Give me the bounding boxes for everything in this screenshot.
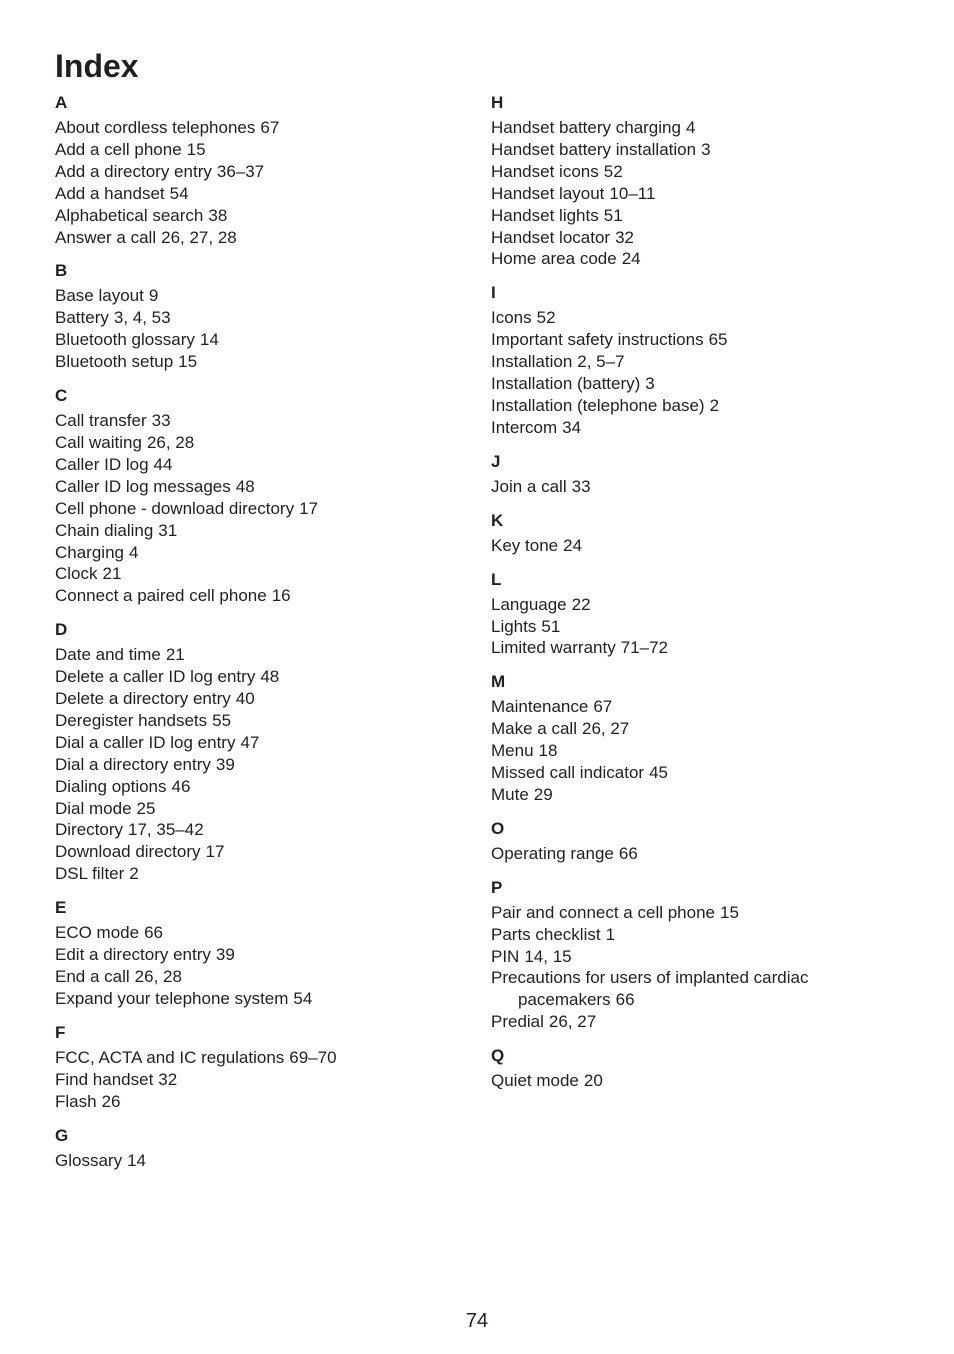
- section-letter: A: [55, 93, 68, 112]
- entry-term: Flash: [55, 1091, 97, 1111]
- index-entry: [55, 498, 475, 520]
- entry-pages: 65: [708, 330, 728, 350]
- entry-term: Installation: [491, 352, 573, 372]
- entry-term: Handset layout: [491, 183, 605, 203]
- entry-pages: 21: [165, 645, 185, 665]
- index-entry: [55, 205, 475, 227]
- entry-term: Predial: [491, 1012, 544, 1032]
- entry-pages: 39: [215, 945, 235, 965]
- entry-pages: 40: [235, 689, 255, 709]
- index-entry: [491, 205, 911, 227]
- index-entry: [55, 585, 475, 607]
- entry-pages: 44: [153, 454, 173, 474]
- entry-term: Language: [491, 594, 567, 614]
- entry-pages: 22: [571, 594, 591, 614]
- index-entry: [491, 117, 911, 139]
- index-section-a: [55, 92, 475, 248]
- index-entry: [491, 902, 911, 924]
- entry-term: Icons: [491, 308, 532, 328]
- entry-pages: 33: [151, 411, 171, 431]
- entry-pages: 1: [605, 924, 616, 944]
- entry-term: Maintenance: [491, 697, 589, 717]
- entry-term: Lights: [491, 616, 537, 636]
- entry-term: Dialing options: [55, 776, 167, 796]
- entry-pages: 4: [129, 542, 139, 562]
- entry-pages: 9: [148, 286, 159, 306]
- entry-term: Alphabetical search: [55, 205, 204, 225]
- index-entry: [55, 819, 475, 841]
- entry-pages: 21: [102, 564, 122, 584]
- entry-pages: 67: [260, 118, 280, 137]
- entry-term: Quiet mode: [491, 1071, 579, 1091]
- section-letter: G: [55, 1125, 69, 1145]
- entry-pages: 38: [208, 205, 228, 225]
- index-entry: [55, 776, 475, 798]
- entry-term: Charging: [55, 542, 124, 562]
- entry-term: DSL filter: [55, 864, 125, 884]
- entry-pages: 15: [178, 352, 198, 372]
- entry-pages: 33: [571, 476, 591, 496]
- index-entry: [491, 989, 911, 1011]
- entry-term: Add a directory entry: [55, 161, 212, 181]
- index-entry: [55, 841, 475, 863]
- entry-term: Make a call: [491, 719, 577, 739]
- entry-pages: 26, 27: [581, 719, 630, 739]
- entry-pages: 26: [101, 1091, 121, 1111]
- index-entry: [491, 696, 911, 718]
- index-entry: [55, 351, 475, 373]
- index-entry: [55, 1047, 475, 1069]
- index-entry: [491, 139, 911, 161]
- section-letter: I: [491, 283, 496, 303]
- entry-term: FCC, ACTA and IC regulations: [55, 1047, 285, 1067]
- index-entry: [55, 944, 475, 966]
- entry-pages: 25: [136, 798, 156, 818]
- index-entry: [55, 454, 475, 476]
- section-letter: J: [491, 451, 501, 471]
- page-number: 74: [465, 1310, 489, 1332]
- entry-term: Limited warranty: [491, 638, 616, 658]
- entry-pages: 2: [129, 864, 139, 884]
- entry-term: Operating range: [491, 843, 614, 863]
- entry-pages: 66: [144, 923, 164, 943]
- entry-pages: 39: [215, 754, 235, 774]
- entry-term: Handset icons: [491, 161, 599, 181]
- entry-pages: 54: [293, 988, 313, 1008]
- entry-term: Dial a directory entry: [55, 754, 211, 774]
- entry-term: Dial mode: [55, 798, 132, 818]
- entry-pages: 26, 28: [146, 432, 195, 452]
- entry-pages: 18: [538, 741, 558, 761]
- index-entry: [55, 1069, 475, 1091]
- index-section-f: [55, 1022, 475, 1113]
- entry-pages: 14: [199, 330, 219, 350]
- index-entry: [491, 616, 911, 638]
- index-entry: [491, 637, 911, 659]
- entry-pages: 14: [127, 1150, 146, 1170]
- index-entry: [55, 732, 475, 754]
- entry-pages: 48: [260, 667, 280, 687]
- entry-term: Handset battery charging: [491, 118, 681, 137]
- index-entry: [491, 1011, 911, 1033]
- index-section-d: [55, 619, 475, 885]
- entry-pages: 17: [299, 498, 319, 518]
- section-letter: H: [491, 93, 504, 112]
- entry-term: Connect a paired cell phone: [55, 586, 267, 606]
- entry-term: Caller ID log: [55, 454, 149, 474]
- index-entry: [55, 754, 475, 776]
- index-entry: [55, 227, 475, 249]
- index-section-h: [491, 92, 911, 270]
- section-letter: B: [55, 261, 68, 281]
- entry-term: Add a cell phone: [55, 139, 182, 159]
- index-entry: [491, 248, 911, 270]
- entry-term: Delete a directory entry: [55, 689, 231, 709]
- entry-term: Key tone: [491, 535, 559, 555]
- index-section-o: [491, 818, 911, 865]
- section-letter: E: [55, 898, 67, 918]
- index-entry: [55, 710, 475, 732]
- index-entry: [491, 784, 911, 806]
- entry-term: Expand your telephone system: [55, 988, 289, 1008]
- entry-term: Missed call indicator: [491, 763, 645, 783]
- entry-term: Important safety instructions: [491, 330, 704, 350]
- index-entry: [491, 967, 911, 989]
- entry-term: Handset lights: [491, 205, 599, 225]
- entry-pages: 20: [583, 1071, 603, 1091]
- entry-pages: 17: [205, 842, 225, 862]
- index-entry: [491, 718, 911, 740]
- index-entry: [55, 329, 475, 351]
- entry-pages: 3, 4, 53: [113, 308, 171, 328]
- entry-pages: 71–72: [620, 638, 668, 658]
- index-entry: [55, 410, 475, 432]
- entry-term: Bluetooth setup: [55, 352, 174, 372]
- index-section-g: [55, 1125, 475, 1172]
- index-entry: [491, 535, 911, 557]
- entry-pages: 26, 27: [548, 1012, 597, 1032]
- index-entry: [491, 594, 911, 616]
- entry-term: Cell phone - download directory: [55, 498, 295, 518]
- entry-pages: 24: [563, 535, 583, 555]
- entry-pages: 51: [541, 616, 561, 636]
- index-column-right: [491, 92, 911, 1104]
- entry-pages: 29: [533, 784, 553, 804]
- entry-pages: 15: [186, 139, 206, 159]
- entry-term: Precautions for users of implanted cardiac: [491, 968, 809, 988]
- entry-pages: 2, 5–7: [577, 352, 625, 372]
- section-letter: O: [491, 818, 505, 838]
- index-entry: [491, 373, 911, 395]
- entry-pages: 48: [235, 476, 255, 496]
- entry-term: Find handset: [55, 1069, 154, 1089]
- entry-pages: 32: [158, 1069, 178, 1089]
- entry-term: Glossary: [55, 1150, 123, 1170]
- entry-pages: 24: [621, 249, 641, 269]
- entry-term: Download directory: [55, 842, 201, 862]
- entry-term: Menu: [491, 741, 534, 761]
- index-entry: [55, 285, 475, 307]
- entry-term: Installation (battery): [491, 374, 641, 394]
- index-entry: [491, 843, 911, 865]
- index-section-j: [491, 451, 911, 498]
- entry-pages: 36–37: [216, 161, 265, 181]
- index-entry: [491, 946, 911, 968]
- entry-term: About cordless telephones: [55, 118, 256, 137]
- entry-term: Bluetooth glossary: [55, 330, 195, 350]
- index-section-i: [491, 282, 911, 438]
- entry-pages: 4: [685, 118, 696, 137]
- index-entry: [491, 351, 911, 373]
- entry-pages: 17, 35–42: [128, 820, 204, 840]
- entry-term: Deregister handsets: [55, 710, 208, 730]
- entry-term: Installation (telephone base): [491, 395, 705, 415]
- entry-term: Caller ID log messages: [55, 476, 231, 496]
- entry-pages: 14, 15: [524, 946, 572, 966]
- index-section-p: [491, 877, 911, 1033]
- index-entry: [55, 139, 475, 161]
- index-entry: [491, 227, 911, 249]
- entry-pages: 15: [720, 902, 739, 922]
- entry-pages: 26, 27, 28: [161, 227, 237, 247]
- entry-pages: 52: [536, 308, 556, 328]
- index-entry: [491, 740, 911, 762]
- section-letter: M: [491, 672, 506, 692]
- index-entry: [55, 666, 475, 688]
- section-letter: K: [491, 510, 504, 530]
- entry-term: Call transfer: [55, 411, 147, 431]
- index-entry: [55, 644, 475, 666]
- entry-term: Intercom: [491, 417, 558, 437]
- index-section-e: [55, 897, 475, 1010]
- entry-pages: 3: [645, 374, 655, 394]
- index-entry: [491, 476, 911, 498]
- index-entry: [491, 924, 911, 946]
- entry-term: Handset locator: [491, 227, 611, 247]
- index-section-l: [491, 569, 911, 660]
- entry-term: Date and time: [55, 645, 161, 665]
- index-entry: [55, 966, 475, 988]
- entry-pages: 66: [618, 843, 638, 863]
- index-entry: [491, 417, 911, 439]
- index-entry: [55, 563, 475, 585]
- entry-term: Chain dialing: [55, 520, 154, 540]
- section-letter: P: [491, 877, 503, 897]
- entry-pages: 46: [171, 776, 191, 796]
- entry-pages: 69–70: [289, 1047, 337, 1067]
- index-entry: [491, 161, 911, 183]
- entry-pages: 45: [649, 763, 668, 783]
- index-entry: [55, 476, 475, 498]
- entry-term: Home area code: [491, 249, 617, 269]
- index-entry: [55, 798, 475, 820]
- entry-term: Dial a caller ID log entry: [55, 732, 236, 752]
- entry-pages: 47: [240, 732, 260, 752]
- index-entry: [491, 762, 911, 784]
- entry-pages: 3: [701, 139, 711, 159]
- index-section-b: [55, 260, 475, 373]
- index-entry: [55, 117, 475, 139]
- index-section-c: [55, 385, 475, 607]
- entry-term: Directory: [55, 820, 124, 840]
- section-letter: C: [55, 386, 68, 406]
- index-entry: [55, 542, 475, 564]
- section-letter: D: [55, 620, 68, 640]
- index-entry: [55, 1150, 475, 1172]
- index-section-m: [491, 671, 911, 806]
- entry-pages: 66: [615, 990, 635, 1010]
- section-letter: F: [55, 1022, 66, 1042]
- index-section-q: [491, 1045, 911, 1092]
- entry-term: Pair and connect a cell phone: [491, 902, 715, 922]
- entry-term: Clock: [55, 564, 98, 584]
- entry-term: pacemakers: [518, 990, 611, 1010]
- entry-pages: 16: [271, 586, 291, 606]
- entry-term: ECO mode: [55, 923, 140, 943]
- index-section-k: [491, 510, 911, 557]
- entry-pages: 2: [709, 395, 720, 415]
- entry-pages: 34: [562, 417, 582, 437]
- index-entry: [491, 307, 911, 329]
- index-entry: [491, 329, 911, 351]
- page-title: Index: [55, 48, 139, 84]
- index-entry: [491, 1070, 911, 1092]
- entry-pages: 10–11: [609, 183, 656, 203]
- index-entry: [55, 161, 475, 183]
- entry-pages: 52: [603, 161, 623, 181]
- entry-term: Join a call: [491, 476, 567, 496]
- entry-term: Parts checklist: [491, 924, 601, 944]
- index-entry: [491, 183, 911, 205]
- entry-term: Edit a directory entry: [55, 945, 211, 965]
- entry-term: Handset battery installation: [491, 139, 697, 159]
- entry-pages: 67: [593, 697, 613, 717]
- entry-pages: 32: [615, 227, 634, 247]
- index-entry: [55, 520, 475, 542]
- entry-pages: 31: [158, 520, 178, 540]
- index-entry: [55, 688, 475, 710]
- index-entry: [55, 988, 475, 1010]
- index-entry: [55, 307, 475, 329]
- entry-term: Mute: [491, 784, 529, 804]
- entry-pages: 55: [212, 710, 232, 730]
- entry-term: Answer a call: [55, 227, 157, 247]
- entry-term: Add a handset: [55, 183, 165, 203]
- index-column-left: [55, 92, 475, 1183]
- entry-pages: 51: [603, 205, 623, 225]
- index-entry: [55, 183, 475, 205]
- index-entry: [55, 1091, 475, 1113]
- entry-term: End a call: [55, 967, 130, 986]
- index-entry: [55, 863, 475, 885]
- entry-term: Call waiting: [55, 432, 142, 452]
- entry-term: Base layout: [55, 286, 144, 306]
- entry-term: Battery: [55, 308, 109, 328]
- entry-pages: 54: [169, 183, 189, 203]
- section-letter: L: [491, 569, 502, 589]
- entry-term: PIN: [491, 946, 520, 966]
- index-entry: [55, 922, 475, 944]
- entry-term: Delete a caller ID log entry: [55, 667, 256, 687]
- section-letter: Q: [491, 1046, 505, 1066]
- entry-pages: 26, 28: [134, 967, 182, 986]
- index-entry: [55, 432, 475, 454]
- index-entry: [491, 395, 911, 417]
